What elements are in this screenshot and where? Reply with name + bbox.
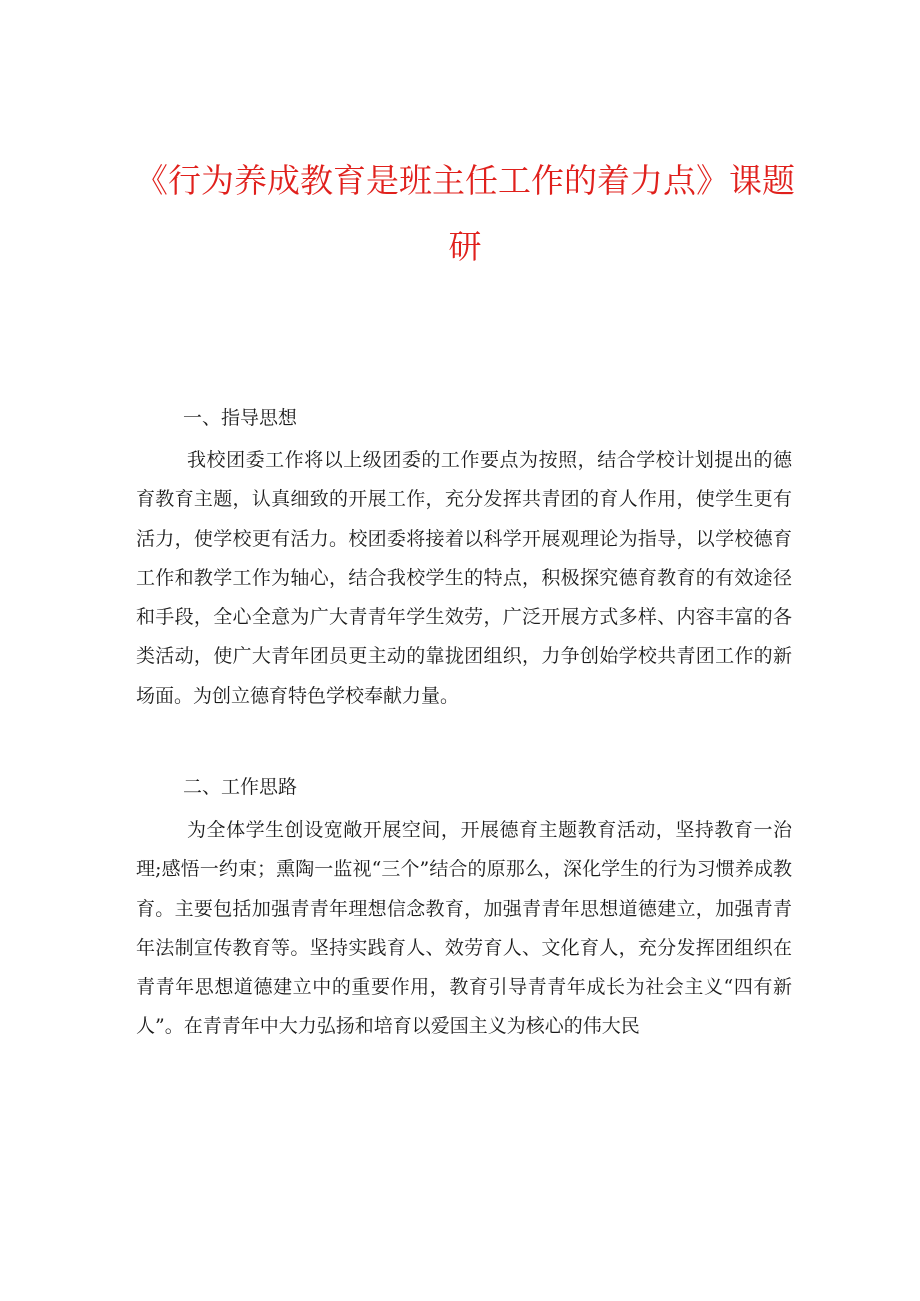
section-paragraph-guiding-ideology: 我校团委工作将以上级团委的工作要点为按照，结合学校计划提出的德育教育主题，认真细致的开展工作，充分发挥共青团的育人作用，使学生更有活力，使学校更有活力。校团委将接着以科学开展观理论为指导，以学校德育工作和教学工作为轴心，结合我校学生的特点，积极探究德育教育的有效途径和手段，全心全意为广大青青年学生效劳，广泛开展方式多样、内容丰富的各类活动，使广大青年团员更主动的靠拢团组织，力争创始学校共青团工作的新场面。为创立德育特色学校奉献力量。 xyxy=(136,449,792,707)
document-title: 《行为养成教育是班主任工作的着力点》课题研 xyxy=(135,161,795,266)
section-heading-guiding-ideology: 一、指导思想 xyxy=(183,407,298,429)
section-paragraph-work-approach: 为全体学生创设宽敞开展空间，开展德育主题教育活动，坚持教育一治理;感悟一约束；熏陶一监视“三个”结合的原那么，深化学生的行为习惯养成教育。主要包括加强青青年理想信念教育，加强青青年思想道德建立，加强青青年法制宣传教育等。坚持实践育人、效劳育人、文化育人，充分发挥团组织在青青年思想道德建立中的重要作用，教育引导青青年成长为社会主义“四有新人”。在青青年中大力弘扬和培育以爱国主义为核心的伟大民 xyxy=(136,819,792,1038)
section-heading-work-approach: 二、工作思路 xyxy=(183,776,298,798)
